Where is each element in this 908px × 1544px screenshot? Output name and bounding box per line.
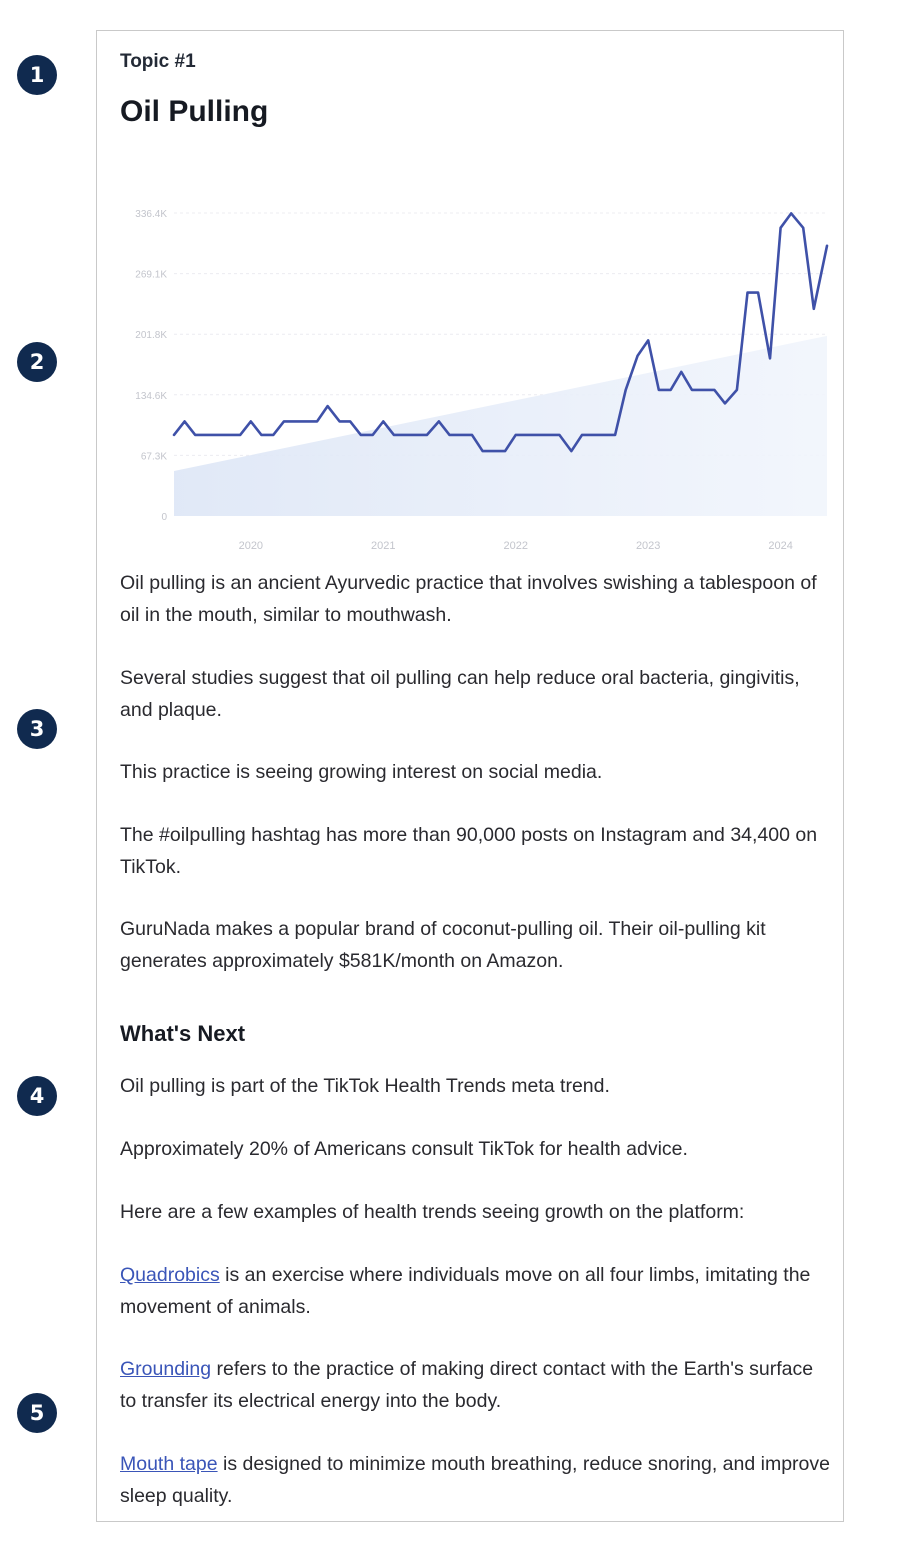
y-tick-label: 67.3K (140, 451, 167, 463)
x-tick-label: 2024 (768, 540, 793, 552)
next-paragraph-1: Oil pulling is part of the TikTok Health Trends meta trend. (120, 1075, 610, 1097)
y-tick-label: 201.8K (135, 330, 167, 342)
y-tick-label: 269.1K (135, 269, 167, 281)
mouth-tape-link[interactable]: Mouth tape (120, 1453, 218, 1475)
quadrobics-link[interactable]: Quadrobics (120, 1264, 220, 1286)
next-paragraph-3: Here are a few examples of health trends seeing growth on the platform: (120, 1201, 745, 1223)
example-grounding (120, 1354, 832, 1417)
step-badge-2: 2 (17, 342, 57, 382)
x-tick-label: 2022 (503, 540, 528, 552)
topic-card (96, 30, 844, 1522)
y-tick-label: 336.4K (135, 209, 167, 220)
example-mouth-tape (120, 1449, 832, 1512)
quadrobics-description: is an exercise where individuals move on all four limbs, imitating the movement of animals. (120, 1264, 811, 1318)
grounding-link[interactable]: Grounding (120, 1358, 212, 1380)
grounding-description: refers to the practice of making direct contact with the Earth's surface to transfer its electrical energy into the body. (120, 1358, 814, 1412)
trend-band (174, 336, 827, 516)
step-badge-1: 1 (17, 55, 57, 95)
next-paragraph-2: Approximately 20% of Americans consult TikTok for health advice. (120, 1138, 688, 1160)
intro-paragraph-2: Several studies suggest that oil pulling can help reduce oral bacteria, gingivitis, and plaque. (120, 667, 800, 721)
topic-title: Oil Pulling (120, 95, 269, 128)
example-quadrobics (120, 1260, 832, 1323)
intro-paragraph-1: Oil pulling is an ancient Ayurvedic practice that involves swishing a tablespoon of oil in the mouth, similar to mouthwash. (120, 572, 817, 626)
topic-label: Topic #1 (120, 51, 196, 72)
intro-paragraph-5: GuruNada makes a popular brand of coconut-pulling oil. Their oil-pulling kit generates approximately $581K/month on Amazon. (120, 918, 766, 972)
step-badge-4: 4 (17, 1076, 57, 1116)
intro-paragraph-3: This practice is seeing growing interest on social media. (120, 761, 603, 783)
x-tick-label: 2023 (635, 540, 661, 552)
y-tick-label: 134.6K (135, 390, 167, 402)
mouth-tape-description: is designed to minimize mouth breathing, reduce snoring, and improve sleep quality. (120, 1453, 830, 1507)
x-tick-label: 2020 (238, 540, 264, 552)
trend-chart (97, 163, 843, 552)
y-tick-label: 0 (161, 512, 167, 523)
x-tick-label: 2021 (371, 540, 396, 552)
whats-next-heading: What's Next (120, 1021, 246, 1046)
intro-paragraph-4: The #oilpulling hashtag has more than 90,000 posts on Instagram and 34,400 on TikTok. (120, 824, 818, 878)
step-badge-5: 5 (17, 1393, 57, 1433)
step-badge-3: 3 (17, 709, 57, 749)
